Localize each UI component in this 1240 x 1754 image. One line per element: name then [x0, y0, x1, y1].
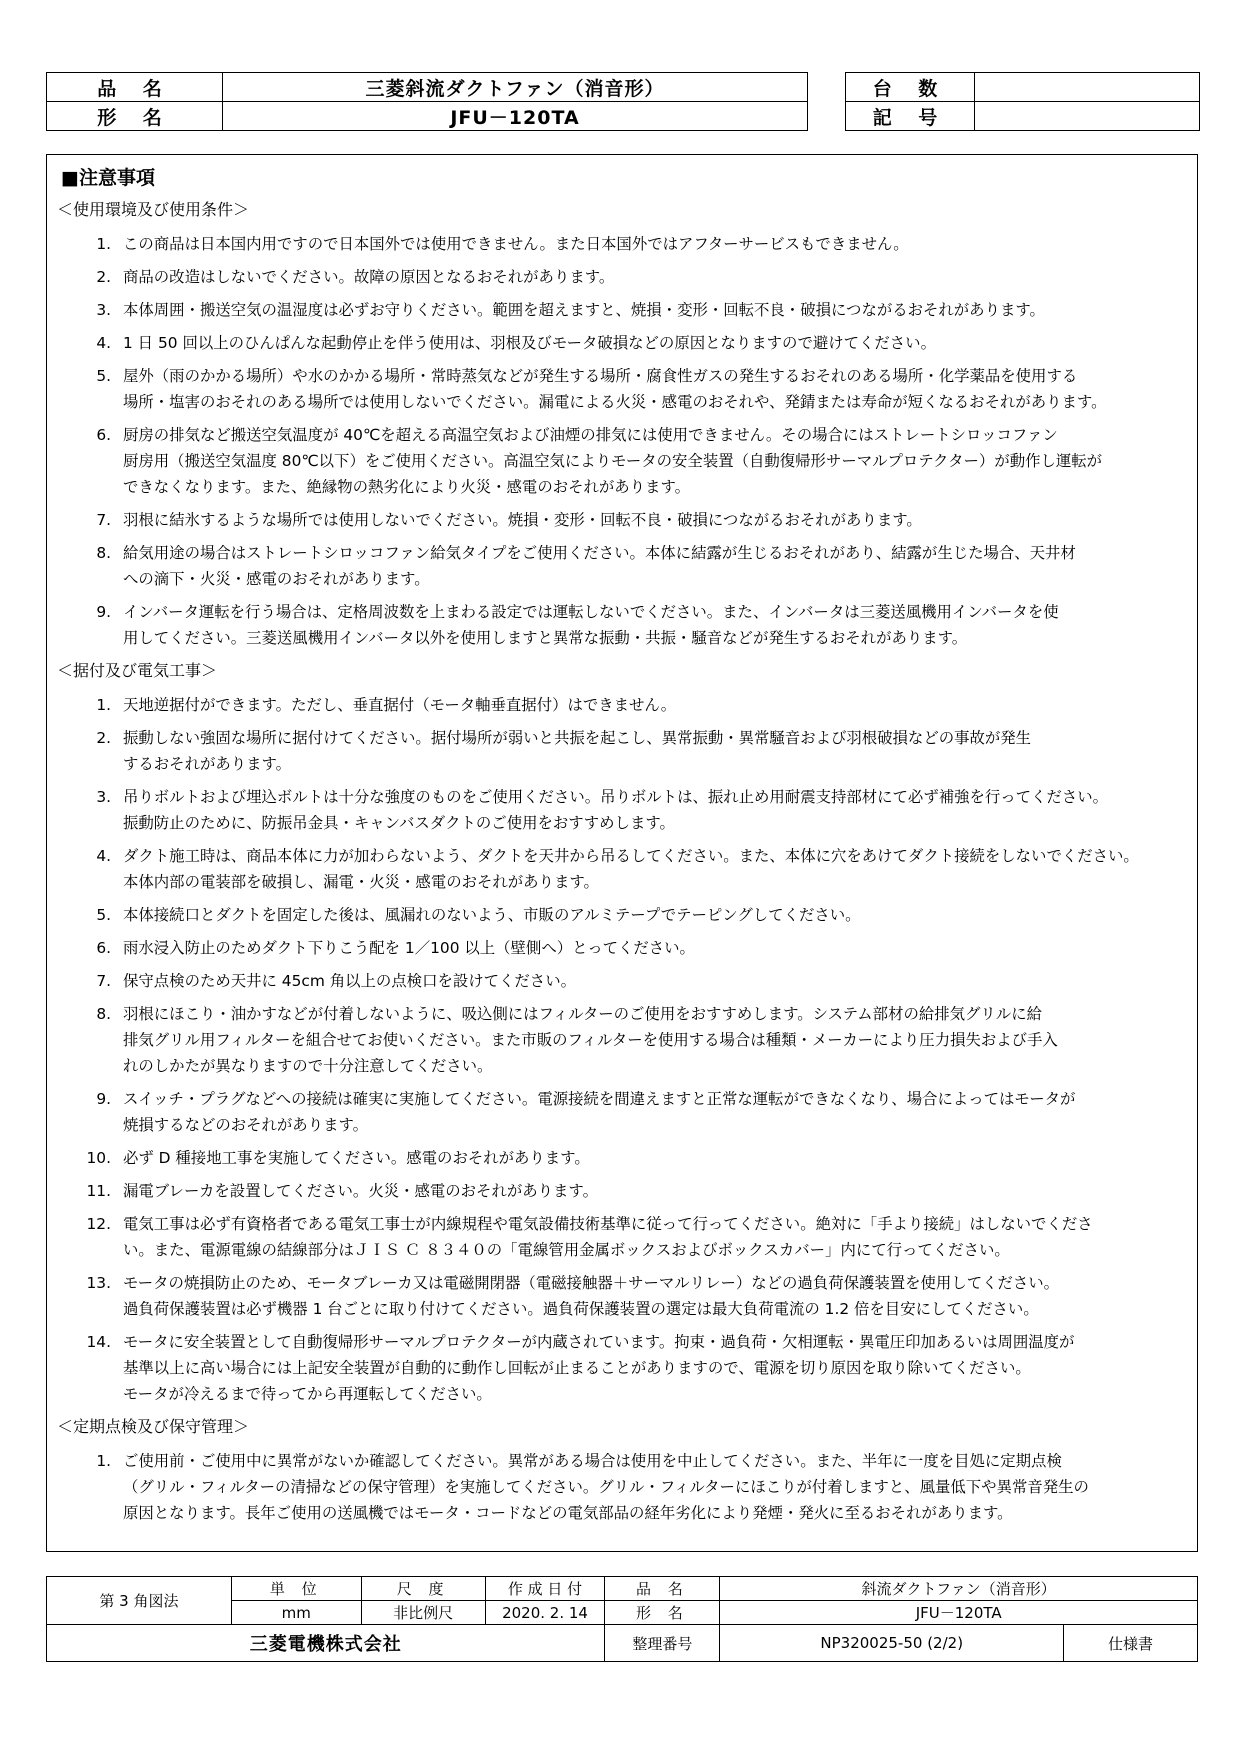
note-line: 屋外（雨のかかる場所）や水のかかる場所・常時蒸気などが発生する場所・腐食性ガスの発生するおそれのある場所・化学薬品を使用する [123, 367, 1078, 385]
note-item [81, 1448, 1181, 1526]
note-item [81, 330, 1181, 356]
note-number: 9. [96, 603, 111, 621]
quantity-header-table [845, 72, 1200, 131]
note-number: 7. [96, 511, 111, 529]
company-name: 三菱電機株式会社 [47, 1625, 605, 1662]
note-text [123, 1211, 1185, 1263]
product-header-table [46, 72, 808, 131]
section-heading: ＜使用環境及び使用条件＞ [57, 200, 250, 219]
note-number: 1. [96, 1452, 111, 1470]
ref-number-label: 整理番号 [605, 1625, 720, 1662]
note-text [123, 843, 1185, 895]
note-text [123, 935, 1185, 961]
note-text [123, 540, 1185, 592]
note-line: 給気用途の場合はストレートシロッコファン給気タイプをご使用ください。本体に結露が生じるおそれがあり、結露が生じた場合、天井材 [123, 544, 1076, 562]
note-text [123, 692, 1185, 718]
note-line: 電気工事は必ず有資格者である電気工事士が内線規程や電気設備技術基準に従って行ってください。絶対に「手より接続」はしないでくださ [123, 1215, 1093, 1233]
tb-model-label: 形 名 [605, 1601, 720, 1625]
scale-label: 尺 度 [361, 1577, 485, 1601]
note-line: 吊りボルトおよび埋込ボルトは十分な強度のものをご使用ください。吊りボルトは、振れ止め用耐震支持部材にて必ず補強を行ってください。 [123, 788, 1109, 806]
note-item [81, 1178, 1181, 1204]
note-line: 振動防止のために、防振吊金具・キャンバスダクトのご使用をおすすめします。 [123, 814, 675, 832]
projection-method: 第 3 角図法 [47, 1577, 232, 1625]
note-line: 1 日 50 回以上のひんぱんな起動停止を伴う使用は、羽根及びモータ破損などの原因となりますので避けてください。 [123, 334, 936, 352]
note-item [81, 1270, 1181, 1322]
note-line: できなくなります。また、絶縁物の熱劣化により火災・感電のおそれがあります。 [123, 478, 690, 496]
note-text [123, 330, 1185, 356]
note-text [123, 1178, 1185, 1204]
note-number: 8. [96, 1005, 111, 1023]
note-item [81, 968, 1181, 994]
note-line: 保守点検のため天井に 45cm 角以上の点検口を設けてください。 [123, 972, 576, 990]
note-text [123, 363, 1185, 415]
ref-number-value: NP320025-50 (2/2) [720, 1625, 1064, 1662]
note-line: 本体内部の電装部を破損し、漏電・火災・感電のおそれがあります。 [123, 873, 599, 891]
note-line: 羽根にほこり・油かすなどが付着しないように、吸込側にはフィルターのご使用をおすすめします。システム部材の給排気グリルに給 [123, 1005, 1042, 1023]
note-item [81, 1086, 1181, 1138]
note-number: 11. [86, 1182, 111, 1200]
note-item [81, 843, 1181, 895]
section-heading: ＜据付及び電気工事＞ [57, 661, 218, 680]
note-number: 12. [86, 1215, 111, 1233]
note-number: 5. [96, 906, 111, 924]
note-text [123, 1448, 1185, 1526]
product-name-label: 品 名 [47, 73, 223, 102]
note-text [123, 507, 1185, 533]
note-number: 14. [86, 1333, 111, 1351]
tb-product-value: 斜流ダクトファン（消音形） [720, 1577, 1198, 1601]
note-item [81, 935, 1181, 961]
note-item [81, 784, 1181, 836]
note-line: モータに安全装置として自動復帰形サーマルプロテクターが内蔵されています。拘束・過負荷・欠相運転・異電圧印加あるいは周囲温度が [123, 1333, 1075, 1351]
note-line: 必ず D 種接地工事を実施してください。感電のおそれがあります。 [123, 1149, 590, 1167]
note-text [123, 1001, 1185, 1079]
note-line: 原因となります。長年ご使用の送風機ではモータ・コードなどの電気部品の経年劣化により発煙・発火に至るおそれがあります。 [123, 1504, 1013, 1522]
tb-model-value: JFU－120TA [720, 1601, 1198, 1625]
note-line: 場所・塩害のおそれのある場所では使用しないでください。漏電による火災・感電のおそれや、発錆または寿命が短くなるおそれがあります。 [123, 393, 1107, 411]
note-number: 3. [96, 301, 111, 319]
note-line: ご使用前・ご使用中に異常がないか確認してください。異常がある場合は使用を中止してください。また、半年に一度を目処に定期点検 [123, 1452, 1062, 1470]
note-text [123, 784, 1185, 836]
unit-label: 単 位 [231, 1577, 361, 1601]
product-name-value: 三菱斜流ダクトファン（消音形） [223, 73, 808, 102]
scale-value: 非比例尺 [361, 1601, 485, 1625]
note-text [123, 1270, 1185, 1322]
note-item [81, 599, 1181, 651]
note-line: れのしかたが異なりますので十分注意してください。 [123, 1057, 493, 1075]
model-value: JFU－120TA [223, 102, 808, 131]
unit-value: mm [231, 1601, 361, 1625]
tb-product-label: 品 名 [605, 1577, 720, 1601]
note-item [81, 725, 1181, 777]
note-item [81, 231, 1181, 257]
date-value: 2020. 2. 14 [485, 1601, 605, 1625]
quantity-value [975, 73, 1200, 102]
note-line: 雨水浸入防止のためダクト下りこう配を 1／100 以上（壁側へ）とってください。 [123, 939, 695, 957]
note-number: 2. [96, 268, 111, 286]
note-line: この商品は日本国内用ですので日本国外では使用できません。また日本国外ではアフターサービスもできません。 [123, 235, 909, 253]
note-text [123, 1329, 1185, 1407]
note-item [81, 422, 1181, 500]
note-line: 天地逆据付ができます。ただし、垂直据付（モータ軸垂直据付）はできません。 [123, 696, 677, 714]
note-number: 3. [96, 788, 111, 806]
note-text [123, 725, 1185, 777]
note-line: 厨房の排気など搬送空気温度が 40℃を超える高温空気および油煙の排気には使用できません。その場合にはストレートシロッコファン [123, 426, 1058, 444]
note-line: 羽根に結氷するような場所では使用しないでください。焼損・変形・回転不良・破損につながるおそれがあります。 [123, 511, 922, 529]
note-item [81, 1001, 1181, 1079]
note-line: 漏電ブレーカを設置してください。火災・感電のおそれがあります。 [123, 1182, 598, 1200]
note-number: 10. [86, 1149, 111, 1167]
note-number: 4. [96, 847, 111, 865]
note-line: 本体周囲・搬送空気の温湿度は必ずお守りください。範囲を超えますと、焼損・変形・回転不良・破損につながるおそれがあります。 [123, 301, 1045, 319]
title-block [46, 1576, 1198, 1662]
note-number: 5. [96, 367, 111, 385]
note-line: 振動しない強固な場所に据付けてください。据付場所が弱いと共振を起こし、異常振動・異常騒音および羽根破損などの事故が発生 [123, 729, 1032, 747]
note-number: 6. [96, 426, 111, 444]
note-line: 用してください。三菱送風機用インバータ以外を使用しますと異常な振動・共振・騒音などが発生するおそれがあります。 [123, 629, 968, 647]
note-text [123, 968, 1185, 994]
note-line: い。また、電源電線の結線部分はＪＩＳ Ｃ ８３４０の「電線管用金属ボックスおよびボックスカバー」内にて行ってください。 [123, 1241, 1010, 1259]
model-label: 形 名 [47, 102, 223, 131]
note-text [123, 1086, 1185, 1138]
note-item [81, 1145, 1181, 1171]
note-item [81, 1211, 1181, 1263]
symbol-label: 記 号 [846, 102, 975, 131]
note-line: への滴下・火災・感電のおそれがあります。 [123, 570, 430, 588]
note-line: モータが冷えるまで待ってから再運転してください。 [123, 1385, 492, 1403]
note-line: 基準以上に高い場合には上記安全装置が自動的に動作し回転が止まることがありますので、電源を切り原因を取り除いてください。 [123, 1359, 1031, 1377]
quantity-label: 台 数 [846, 73, 975, 102]
note-line: インバータ運転を行う場合は、定格周波数を上まわる設定では運転しないでください。また、インバータは三菱送風機用インバータを使 [123, 603, 1059, 621]
note-text [123, 902, 1185, 928]
note-line: 商品の改造はしないでください。故障の原因となるおそれがあります。 [123, 268, 615, 286]
note-text [123, 264, 1185, 290]
note-item [81, 692, 1181, 718]
note-line: 排気グリル用フィルターを組合せてお使いください。また市販のフィルターを使用する場合は種類・メーカーにより圧力損失および手入 [123, 1031, 1058, 1049]
note-item [81, 902, 1181, 928]
note-item [81, 540, 1181, 592]
note-line: スイッチ・プラグなどへの接続は確実に実施してください。電源接続を間違えますと正常な運転ができなくなり、場合によってはモータが [123, 1090, 1076, 1108]
note-line: 焼損するなどのおそれがあります。 [123, 1116, 369, 1134]
note-number: 13. [86, 1274, 111, 1292]
note-line: （グリル・フィルターの清掃などの保守管理）を実施してください。グリル・フィルターにほこりが付着しますと、風量低下や異常音発生の [123, 1478, 1089, 1496]
symbol-value [975, 102, 1200, 131]
note-item [81, 297, 1181, 323]
note-number: 8. [96, 544, 111, 562]
note-number: 2. [96, 729, 111, 747]
note-number: 9. [96, 1090, 111, 1108]
note-text [123, 599, 1185, 651]
note-line: 過負荷保護装置は必ず機器 1 台ごとに取り付けてください。過負荷保護装置の選定は最大負荷電流の 1.2 倍を目安にしてください。 [123, 1300, 1039, 1318]
date-label: 作 成 日 付 [485, 1577, 605, 1601]
notes-title: ■注意事項 [61, 167, 155, 189]
note-line: ダクト施工時は、商品本体に力が加わらないよう、ダクトを天井から吊るしてください。また、本体に穴をあけてダクト接続をしないでください。 [123, 847, 1139, 865]
note-text [123, 297, 1185, 323]
note-number: 1. [96, 696, 111, 714]
notes-panel [46, 154, 1198, 1552]
note-text [123, 422, 1185, 500]
note-line: モータの焼損防止のため、モータブレーカ又は電磁開閉器（電磁接触器＋サーマルリレー）などの過負荷保護装置を使用してください。 [123, 1274, 1060, 1292]
note-number: 7. [96, 972, 111, 990]
note-item [81, 1329, 1181, 1407]
note-number: 1. [96, 235, 111, 253]
note-item [81, 507, 1181, 533]
section-heading: ＜定期点検及び保守管理＞ [57, 1417, 250, 1436]
note-number: 6. [96, 939, 111, 957]
doc-type: 仕様書 [1064, 1625, 1198, 1662]
note-number: 4. [96, 334, 111, 352]
note-item [81, 363, 1181, 415]
note-text [123, 231, 1185, 257]
note-item [81, 264, 1181, 290]
note-line: 厨房用（搬送空気温度 80℃以下）をご使用ください。高温空気によりモータの安全装置（自動復帰形サーマルプロテクター）が動作し運転が [123, 452, 1103, 470]
note-line: 本体接続口とダクトを固定した後は、風漏れのないよう、市販のアルミテープでテーピングしてください。 [123, 906, 861, 924]
note-line: するおそれがあります。 [123, 755, 292, 773]
note-text [123, 1145, 1185, 1171]
